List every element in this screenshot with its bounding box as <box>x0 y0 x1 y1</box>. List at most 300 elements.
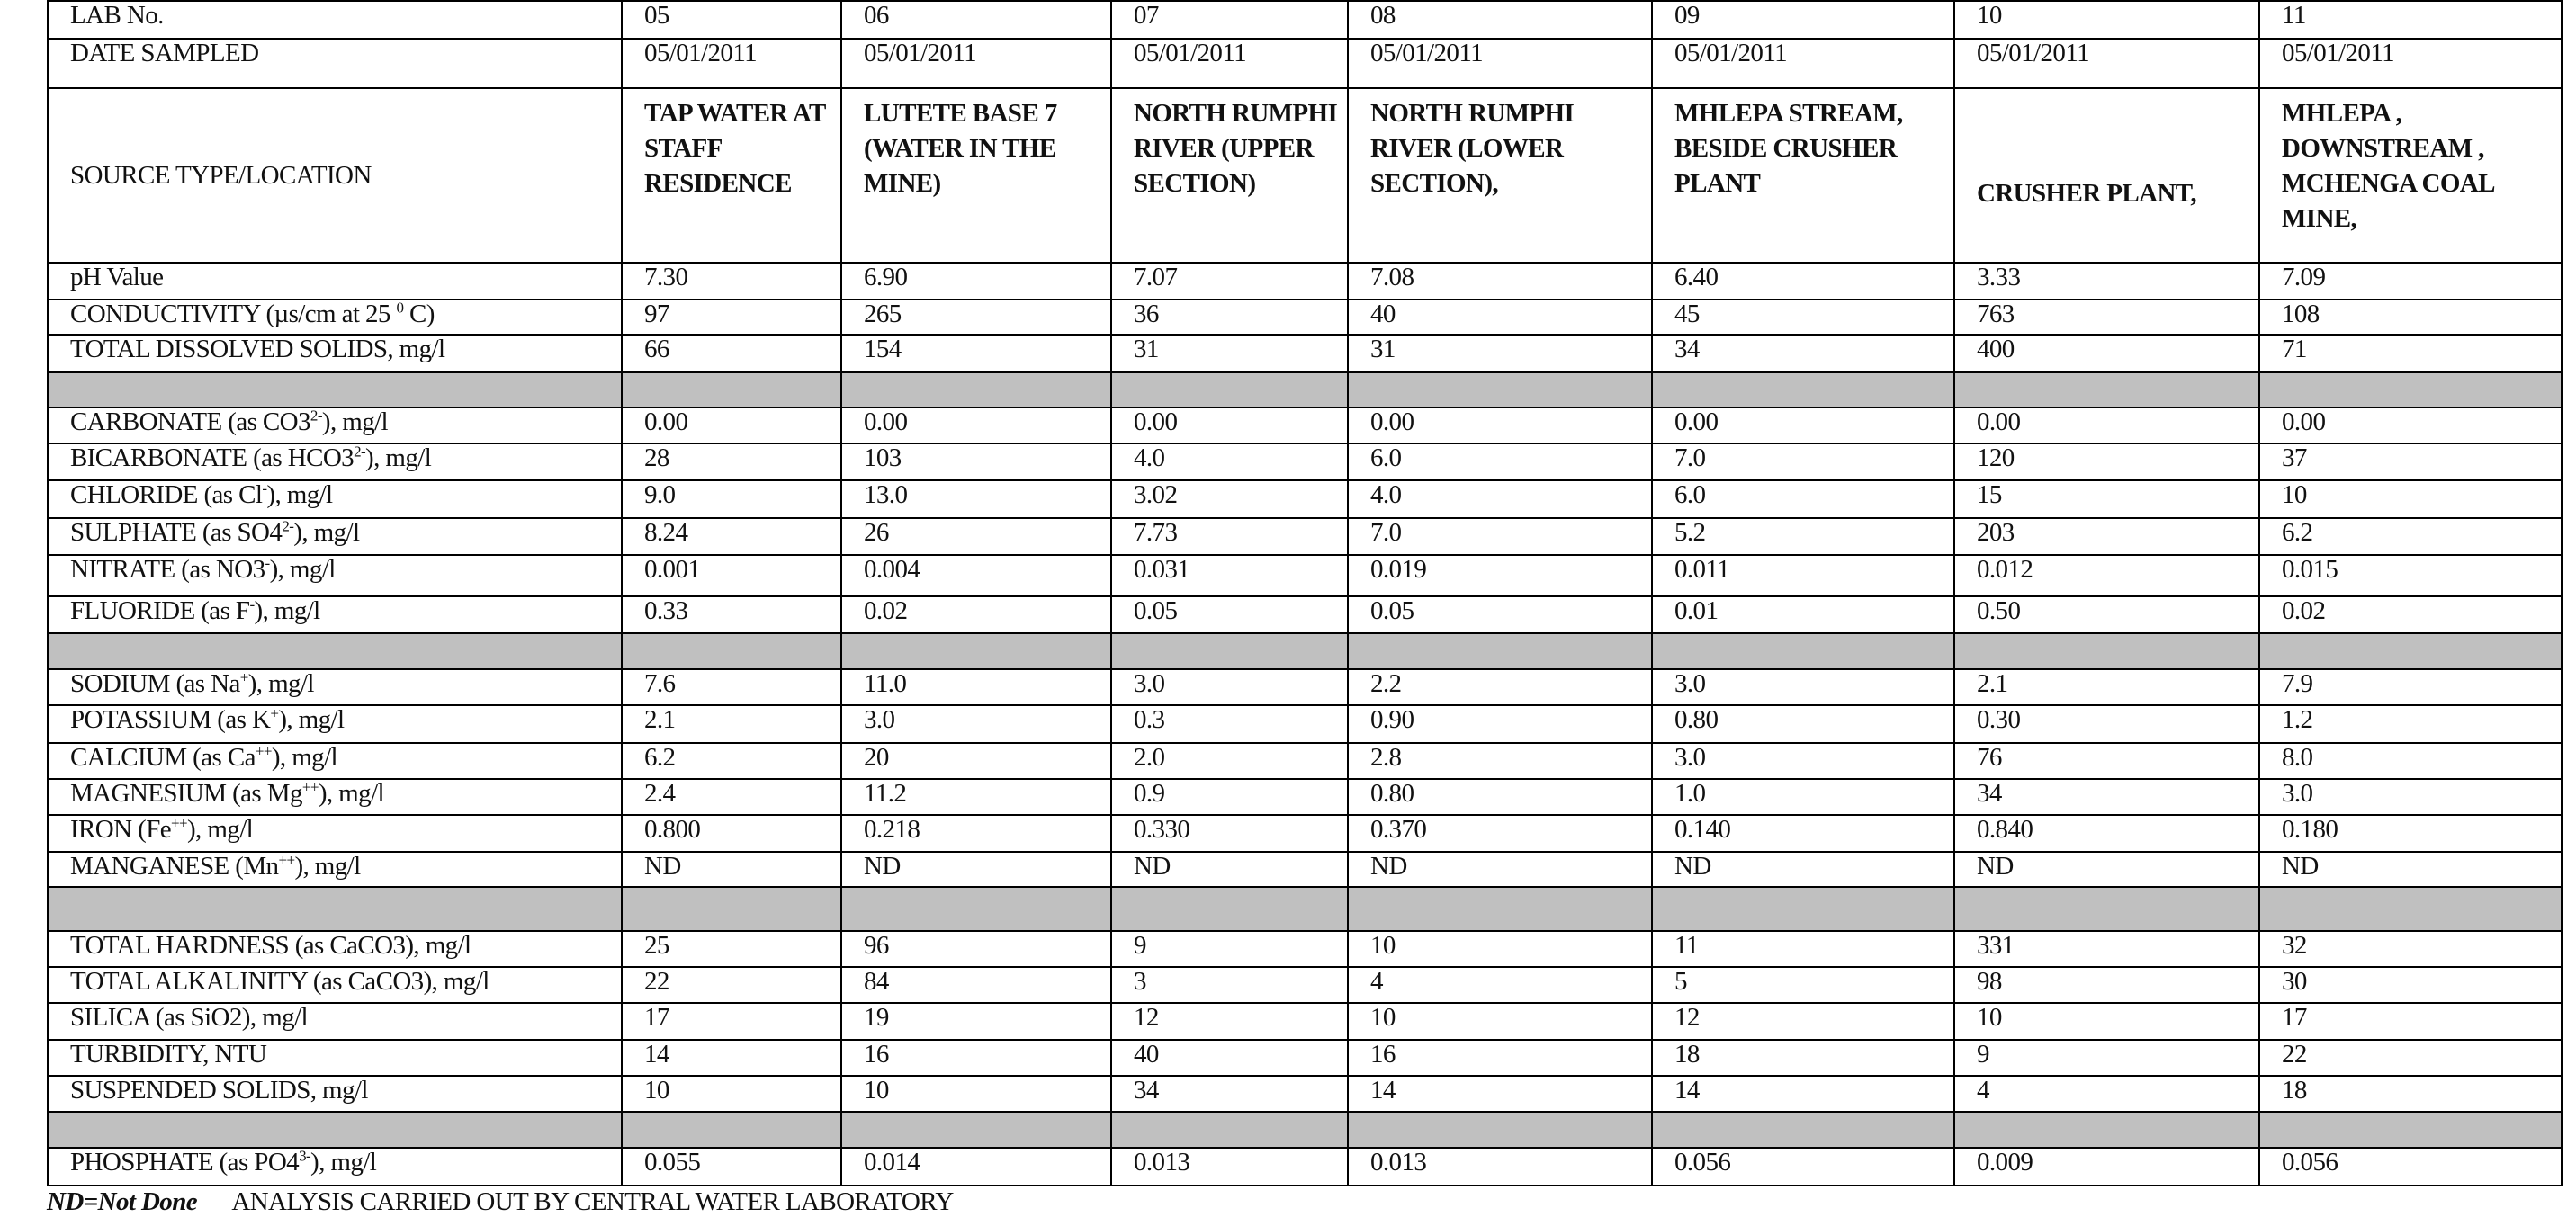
cell-value: 0.00 <box>1652 407 1954 443</box>
separator-cell <box>2259 887 2562 931</box>
parameter-label <box>48 443 622 480</box>
parameter-label <box>48 1148 622 1186</box>
cell-value: ND <box>1348 852 1652 887</box>
cell-value: 3.0 <box>841 705 1111 743</box>
cell-value: 0.013 <box>1111 1148 1348 1186</box>
label-superscript: - <box>249 596 255 613</box>
cell-value: 19 <box>841 1003 1111 1040</box>
separator-cell <box>1111 372 1348 407</box>
footnote <box>47 1187 954 1217</box>
separator-cell <box>622 372 841 407</box>
cell-value: NORTH RUMPHI RIVER (LOWER SECTION), <box>1348 88 1652 263</box>
cell-value: 32 <box>2259 931 2562 967</box>
cell-value: 84 <box>841 967 1111 1003</box>
label-text: ), mg/l <box>254 596 320 625</box>
table-row <box>48 300 2562 335</box>
cell-value: 7.73 <box>1111 518 1348 555</box>
parameter-label <box>48 815 622 852</box>
cell-value: 0.019 <box>1348 555 1652 596</box>
parameter-label <box>48 480 622 518</box>
cell-value: 0.140 <box>1652 815 1954 852</box>
cell-value: 14 <box>622 1040 841 1076</box>
cell-value: 2.8 <box>1348 743 1652 779</box>
cell-value: 9 <box>1954 1040 2259 1076</box>
cell-value: 3.33 <box>1954 263 2259 300</box>
label-superscript: 2- <box>354 443 366 461</box>
label-text: CARBONATE (as CO3 <box>70 407 310 436</box>
cell-value: 0.02 <box>841 596 1111 633</box>
table-row <box>48 931 2562 967</box>
cell-value: 2.0 <box>1111 743 1348 779</box>
row-label: LAB No. <box>48 1 622 39</box>
separator-cell <box>841 1112 1111 1148</box>
cell-value: 10 <box>1954 1003 2259 1040</box>
separator-cell <box>48 1112 622 1148</box>
label-superscript: + <box>270 705 279 722</box>
label-text: ), mg/l <box>269 555 336 584</box>
cell-value: 4.0 <box>1348 480 1652 518</box>
label-text: ), mg/l <box>293 518 360 547</box>
cell-value: 4.0 <box>1111 443 1348 480</box>
section-separator <box>48 887 2562 931</box>
parameter-label <box>48 335 622 372</box>
cell-value: 10 <box>2259 480 2562 518</box>
cell-value: 07 <box>1111 1 1348 39</box>
parameter-label <box>48 596 622 633</box>
separator-cell <box>622 1112 841 1148</box>
cell-value: 22 <box>2259 1040 2562 1076</box>
separator-cell <box>1348 633 1652 669</box>
cell-value: MHLEPA , DOWNSTREAM , MCHENGA COAL MINE, <box>2259 88 2562 263</box>
cell-value: 18 <box>2259 1076 2562 1112</box>
parameter-label <box>48 931 622 967</box>
section-separator <box>48 1112 2562 1148</box>
cell-value: 11.0 <box>841 669 1111 705</box>
cell-value: 6.2 <box>2259 518 2562 555</box>
table-row <box>48 1076 2562 1112</box>
cell-value: 103 <box>841 443 1111 480</box>
label-superscript: ++ <box>301 779 319 796</box>
label-text: C) <box>403 300 435 328</box>
cell-value: 12 <box>1111 1003 1348 1040</box>
parameter-label <box>48 779 622 815</box>
label-text: pH Value <box>70 263 164 291</box>
cell-value: 0.00 <box>1954 407 2259 443</box>
cell-value: 05/01/2011 <box>841 39 1111 88</box>
cell-value: 31 <box>1111 335 1348 372</box>
table-row <box>48 1040 2562 1076</box>
table-row <box>48 335 2562 372</box>
cell-value: LUTETE BASE 7 (WATER IN THE MINE) <box>841 88 1111 263</box>
cell-value: 71 <box>2259 335 2562 372</box>
cell-value: 3.02 <box>1111 480 1348 518</box>
cell-value: 17 <box>622 1003 841 1040</box>
table-row <box>48 669 2562 705</box>
cell-value: 0.055 <box>622 1148 841 1186</box>
cell-value: 05/01/2011 <box>1954 39 2259 88</box>
separator-cell <box>1111 1112 1348 1148</box>
label-text: CALCIUM (as Ca <box>70 743 256 772</box>
label-superscript: 0 <box>396 300 404 317</box>
cell-value: 265 <box>841 300 1111 335</box>
label-text: PHOSPHATE (as PO4 <box>70 1148 300 1177</box>
parameter-label <box>48 1003 622 1040</box>
cell-value: 9 <box>1111 931 1348 967</box>
cell-value: 2.1 <box>622 705 841 743</box>
cell-value: 0.00 <box>1348 407 1652 443</box>
cell-value: 08 <box>1348 1 1652 39</box>
cell-value: 0.180 <box>2259 815 2562 852</box>
cell-value: 0.02 <box>2259 596 2562 633</box>
cell-value: 3.0 <box>1111 669 1348 705</box>
label-text: MAGNESIUM (as Mg <box>70 779 302 808</box>
section-separator <box>48 633 2562 669</box>
label-text: ), mg/l <box>186 815 254 844</box>
separator-cell <box>1111 887 1348 931</box>
cell-value: 2.2 <box>1348 669 1652 705</box>
cell-value: 05/01/2011 <box>1111 39 1348 88</box>
separator-cell <box>1111 633 1348 669</box>
parameter-label <box>48 555 622 596</box>
label-superscript: 2- <box>282 518 294 535</box>
label-text: NITRATE (as NO3 <box>70 555 265 584</box>
label-superscript: - <box>265 555 270 572</box>
cell-value: 1.2 <box>2259 705 2562 743</box>
separator-cell <box>1652 633 1954 669</box>
table-row <box>48 263 2562 300</box>
cell-value: 0.80 <box>1652 705 1954 743</box>
parameter-label <box>48 407 622 443</box>
label-text: CONDUCTIVITY (µs/cm at 25 <box>70 300 397 328</box>
label-text: TOTAL HARDNESS (as CaCO3), mg/l <box>70 931 471 960</box>
table-row <box>48 967 2562 1003</box>
cell-value: 0.01 <box>1652 596 1954 633</box>
cell-value: 7.9 <box>2259 669 2562 705</box>
cell-value: 0.00 <box>622 407 841 443</box>
table-row <box>48 480 2562 518</box>
row-label: SOURCE TYPE/LOCATION <box>48 88 622 263</box>
label-text: ), mg/l <box>321 407 389 436</box>
cell-value: 40 <box>1348 300 1652 335</box>
cell-value: 11 <box>2259 1 2562 39</box>
parameter-label <box>48 669 622 705</box>
table-row <box>48 443 2562 480</box>
cell-value: 0.330 <box>1111 815 1348 852</box>
cell-value: 9.0 <box>622 480 841 518</box>
separator-cell <box>1954 372 2259 407</box>
label-text: SILICA (as SiO2), mg/l <box>70 1003 308 1032</box>
cell-value: 0.90 <box>1348 705 1652 743</box>
cell-value: 20 <box>841 743 1111 779</box>
cell-value: ND <box>622 852 841 887</box>
cell-value: 17 <box>2259 1003 2562 1040</box>
cell-value: 8.0 <box>2259 743 2562 779</box>
cell-value: 45 <box>1652 300 1954 335</box>
parameter-label <box>48 705 622 743</box>
cell-value: 36 <box>1111 300 1348 335</box>
cell-value: 0.015 <box>2259 555 2562 596</box>
parameter-label <box>48 518 622 555</box>
cell-value: 0.014 <box>841 1148 1111 1186</box>
cell-value: 0.800 <box>622 815 841 852</box>
cell-value: 34 <box>1652 335 1954 372</box>
label-text: MANGANESE (Mn <box>70 852 279 881</box>
separator-cell <box>2259 1112 2562 1148</box>
cell-value: 0.05 <box>1348 596 1652 633</box>
cell-value: 96 <box>841 931 1111 967</box>
cell-value: 7.09 <box>2259 263 2562 300</box>
cell-value: 3.0 <box>1652 669 1954 705</box>
label-superscript: ++ <box>255 743 272 760</box>
row-label: DATE SAMPLED <box>48 39 622 88</box>
cell-value: 10 <box>841 1076 1111 1112</box>
cell-value: 15 <box>1954 480 2259 518</box>
cell-value: TAP WATER AT STAFF RESIDENCE <box>622 88 841 263</box>
cell-value: 0.33 <box>622 596 841 633</box>
cell-value: 0.031 <box>1111 555 1348 596</box>
cell-value: 7.0 <box>1348 518 1652 555</box>
cell-value: 5.2 <box>1652 518 1954 555</box>
label-text: SULPHATE (as SO4 <box>70 518 283 547</box>
cell-value: 76 <box>1954 743 2259 779</box>
separator-cell <box>1954 887 2259 931</box>
cell-value: 22 <box>622 967 841 1003</box>
parameter-label <box>48 300 622 335</box>
cell-value: 154 <box>841 335 1111 372</box>
table-row <box>48 779 2562 815</box>
table-row <box>48 596 2562 633</box>
table-row <box>48 815 2562 852</box>
cell-value: 0.80 <box>1348 779 1652 815</box>
label-superscript: ++ <box>171 815 187 832</box>
cell-value: 31 <box>1348 335 1652 372</box>
cell-value: 7.6 <box>622 669 841 705</box>
cell-value: 0.00 <box>2259 407 2562 443</box>
table-row <box>48 407 2562 443</box>
cell-value: 0.370 <box>1348 815 1652 852</box>
cell-value: 0.056 <box>2259 1148 2562 1186</box>
parameter-label <box>48 852 622 887</box>
label-superscript: + <box>239 669 248 686</box>
table-row <box>48 1003 2562 1040</box>
cell-value: 10 <box>622 1076 841 1112</box>
cell-value: 0.218 <box>841 815 1111 852</box>
cell-value: 05/01/2011 <box>1652 39 1954 88</box>
cell-value: 14 <box>1652 1076 1954 1112</box>
cell-value: 203 <box>1954 518 2259 555</box>
cell-value: 7.08 <box>1348 263 1652 300</box>
cell-value: NORTH RUMPHI RIVER (UPPER SECTION) <box>1111 88 1348 263</box>
parameter-label <box>48 1040 622 1076</box>
label-text: BICARBONATE (as HCO3 <box>70 443 355 472</box>
cell-value: 3.0 <box>2259 779 2562 815</box>
cell-value: 0.840 <box>1954 815 2259 852</box>
separator-cell <box>841 887 1111 931</box>
cell-value: 331 <box>1954 931 2259 967</box>
cell-value: 6.90 <box>841 263 1111 300</box>
label-superscript: - <box>262 480 267 497</box>
separator-cell <box>841 633 1111 669</box>
cell-value: 25 <box>622 931 841 967</box>
cell-value: 13.0 <box>841 480 1111 518</box>
cell-value: 34 <box>1954 779 2259 815</box>
cell-value: 7.0 <box>1652 443 1954 480</box>
cell-value: 12 <box>1652 1003 1954 1040</box>
cell-value: 0.001 <box>622 555 841 596</box>
separator-cell <box>1348 372 1652 407</box>
cell-value: 0.012 <box>1954 555 2259 596</box>
cell-value: 763 <box>1954 300 2259 335</box>
cell-value: 10 <box>1348 931 1652 967</box>
water-analysis-table <box>47 0 2563 1186</box>
cell-value: 05 <box>622 1 841 39</box>
cell-value: 1.0 <box>1652 779 1954 815</box>
cell-value: 05/01/2011 <box>2259 39 2562 88</box>
cell-value: 0.50 <box>1954 596 2259 633</box>
cell-value: 26 <box>841 518 1111 555</box>
cell-value: 16 <box>1348 1040 1652 1076</box>
section-separator <box>48 372 2562 407</box>
separator-cell <box>1652 372 1954 407</box>
table-row <box>48 852 2562 887</box>
cell-value: 0.00 <box>841 407 1111 443</box>
separator-cell <box>622 633 841 669</box>
label-superscript: ++ <box>278 852 295 869</box>
separator-cell <box>841 372 1111 407</box>
table-row <box>48 518 2562 555</box>
cell-value: 0.004 <box>841 555 1111 596</box>
table-row <box>48 743 2562 779</box>
parameter-label <box>48 263 622 300</box>
label-text: ), mg/l <box>247 669 314 698</box>
cell-value: 0.011 <box>1652 555 1954 596</box>
cell-value: 37 <box>2259 443 2562 480</box>
cell-value: 09 <box>1652 1 1954 39</box>
cell-value: 05/01/2011 <box>1348 39 1652 88</box>
cell-value: 2.4 <box>622 779 841 815</box>
cell-value: 5 <box>1652 967 1954 1003</box>
cell-value: 3.0 <box>1652 743 1954 779</box>
cell-value: 0.00 <box>1111 407 1348 443</box>
cell-value: 120 <box>1954 443 2259 480</box>
table-row <box>48 1148 2562 1186</box>
cell-value: 66 <box>622 335 841 372</box>
cell-value: ND <box>1954 852 2259 887</box>
cell-value: 14 <box>1348 1076 1652 1112</box>
cell-value: 34 <box>1111 1076 1348 1112</box>
cell-value: 40 <box>1111 1040 1348 1076</box>
footnote-legend: ND=Not Done <box>47 1187 198 1216</box>
cell-value: 6.0 <box>1348 443 1652 480</box>
row-lab-no <box>48 1 2562 39</box>
cell-value: 16 <box>841 1040 1111 1076</box>
separator-cell <box>1348 1112 1652 1148</box>
cell-value: 30 <box>2259 967 2562 1003</box>
label-text: FLUORIDE (as F <box>70 596 250 625</box>
table-row <box>48 555 2562 596</box>
label-text: ), mg/l <box>266 480 333 509</box>
label-superscript: 2- <box>310 407 322 425</box>
cell-value: 6.0 <box>1652 480 1954 518</box>
separator-cell <box>1954 633 2259 669</box>
label-text: TURBIDITY, NTU <box>70 1040 267 1069</box>
cell-value: 4 <box>1348 967 1652 1003</box>
cell-value: 0.009 <box>1954 1148 2259 1186</box>
cell-value: ND <box>1652 852 1954 887</box>
separator-cell <box>622 887 841 931</box>
label-text: CHLORIDE (as Cl <box>70 480 263 509</box>
separator-cell <box>1348 887 1652 931</box>
cell-value: MHLEPA STREAM, BESIDE CRUSHER PLANT <box>1652 88 1954 263</box>
label-text: ), mg/l <box>310 1148 377 1177</box>
cell-value: 10 <box>1348 1003 1652 1040</box>
label-text: SODIUM (as Na <box>70 669 240 698</box>
cell-value: 11 <box>1652 931 1954 967</box>
cell-value: 400 <box>1954 335 2259 372</box>
cell-value: 0.3 <box>1111 705 1348 743</box>
separator-cell <box>48 372 622 407</box>
cell-value: 97 <box>622 300 841 335</box>
label-text: IRON (Fe <box>70 815 171 844</box>
label-text: ), mg/l <box>271 743 337 772</box>
cell-value: 6.2 <box>622 743 841 779</box>
cell-value: 11.2 <box>841 779 1111 815</box>
cell-value: 3 <box>1111 967 1348 1003</box>
label-text: ), mg/l <box>294 852 361 881</box>
parameter-label <box>48 967 622 1003</box>
separator-cell <box>48 633 622 669</box>
label-text: ), mg/l <box>278 705 345 734</box>
cell-value: 0.056 <box>1652 1148 1954 1186</box>
cell-value: 8.24 <box>622 518 841 555</box>
separator-cell <box>2259 633 2562 669</box>
parameter-label <box>48 743 622 779</box>
row-date-sampled <box>48 39 2562 88</box>
label-text: ), mg/l <box>318 779 384 808</box>
cell-value: CRUSHER PLANT, <box>1954 88 2259 263</box>
cell-value: 108 <box>2259 300 2562 335</box>
cell-value: ND <box>841 852 1111 887</box>
label-text: POTASSIUM (as K <box>70 705 271 734</box>
cell-value: 4 <box>1954 1076 2259 1112</box>
cell-value: 2.1 <box>1954 669 2259 705</box>
cell-value: 0.05 <box>1111 596 1348 633</box>
cell-value: 10 <box>1954 1 2259 39</box>
label-superscript: 3- <box>299 1148 311 1165</box>
label-text: SUSPENDED SOLIDS, mg/l <box>70 1076 368 1105</box>
cell-value: 6.40 <box>1652 263 1954 300</box>
label-text: ), mg/l <box>365 443 432 472</box>
cell-value: 05/01/2011 <box>622 39 841 88</box>
cell-value: ND <box>1111 852 1348 887</box>
separator-cell <box>2259 372 2562 407</box>
cell-value: 0.30 <box>1954 705 2259 743</box>
row-source <box>48 88 2562 263</box>
cell-value: 0.9 <box>1111 779 1348 815</box>
cell-value: 28 <box>622 443 841 480</box>
cell-value: ND <box>2259 852 2562 887</box>
table-row <box>48 705 2562 743</box>
cell-value: 0.013 <box>1348 1148 1652 1186</box>
label-text: TOTAL ALKALINITY (as CaCO3), mg/l <box>70 967 489 996</box>
separator-cell <box>1954 1112 2259 1148</box>
separator-cell <box>1652 1112 1954 1148</box>
label-text: TOTAL DISSOLVED SOLIDS, mg/l <box>70 335 445 363</box>
cell-value: 7.07 <box>1111 263 1348 300</box>
cell-value: 98 <box>1954 967 2259 1003</box>
separator-cell <box>48 887 622 931</box>
cell-value: 06 <box>841 1 1111 39</box>
